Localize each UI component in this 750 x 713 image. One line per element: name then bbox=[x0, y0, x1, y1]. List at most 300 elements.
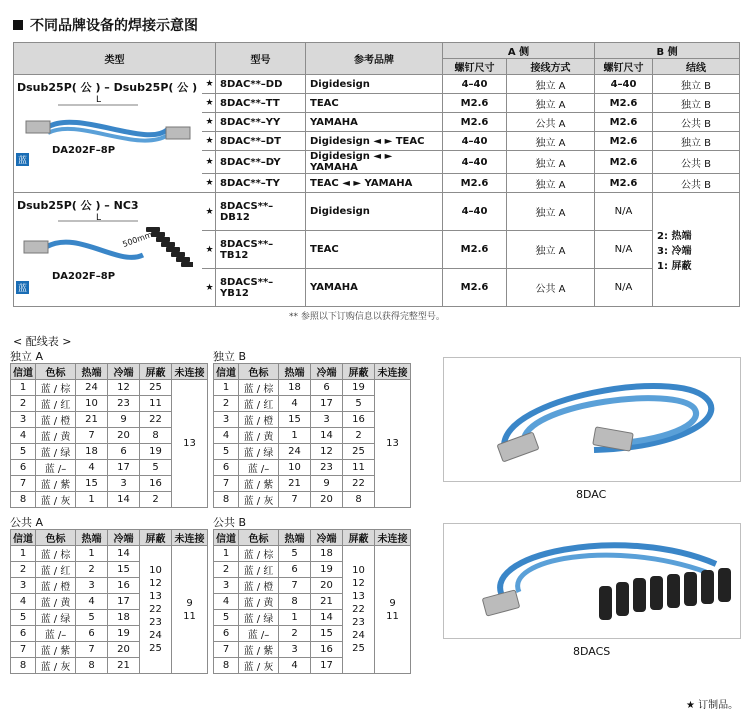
wiring-cell: 6 bbox=[279, 562, 311, 578]
wiring-cell: 8 bbox=[76, 658, 108, 674]
wiring-cell: 2 bbox=[343, 428, 375, 444]
table-row bbox=[11, 546, 208, 562]
wiring-cell: 5 bbox=[214, 610, 239, 626]
screw-b-cell: N/A bbox=[595, 269, 653, 307]
wiring-cell: 8 bbox=[214, 492, 239, 508]
wiring-cell: 2 bbox=[279, 626, 311, 642]
caption-8dac: 8DAC bbox=[576, 488, 607, 501]
wiring-cell: 蓝 / 紫 bbox=[239, 476, 279, 492]
wiring-cell: 12 bbox=[108, 380, 140, 396]
wiring-cell: 蓝 / 红 bbox=[36, 562, 76, 578]
common-a-label: 公共 A bbox=[10, 516, 44, 529]
wiring-cell: 蓝 / 灰 bbox=[239, 492, 279, 508]
wiring-cell: 4 bbox=[214, 428, 239, 444]
wiring-cell: 15 bbox=[108, 562, 140, 578]
brand-cell: TEAC bbox=[306, 231, 443, 269]
nc-pin: 11 bbox=[386, 610, 399, 622]
custom-star-icon: ★ bbox=[202, 269, 216, 307]
model-cell: 8DAC**–TY bbox=[216, 174, 306, 193]
header-lines: 结线 bbox=[653, 59, 740, 75]
wiring-header: 未连接 bbox=[375, 364, 411, 380]
wiring-cell: 4 bbox=[76, 594, 108, 610]
wiring-cell: 蓝 / 绿 bbox=[239, 444, 279, 460]
wiring-cell: 20 bbox=[311, 578, 343, 594]
lines-cell: 独立 B bbox=[653, 75, 740, 94]
nc-cell bbox=[172, 380, 208, 508]
wiring-table-indep-b bbox=[213, 363, 411, 508]
wiring-cell: 15 bbox=[279, 412, 311, 428]
shield-pin: 13 bbox=[352, 591, 365, 602]
wiring-cell: 1 bbox=[279, 610, 311, 626]
wiring-header: 屏蔽 bbox=[343, 530, 375, 546]
wiring-cell: 6 bbox=[311, 380, 343, 396]
wiring-cell: 蓝 /– bbox=[239, 460, 279, 476]
wiring-cell: 17 bbox=[108, 594, 140, 610]
wiring-cell: 8 bbox=[214, 658, 239, 674]
nc-cell bbox=[375, 546, 411, 674]
wiring-cell: 9 bbox=[108, 412, 140, 428]
brand-cell: Digidesign bbox=[306, 193, 443, 231]
wiring-cell: 14 bbox=[108, 492, 140, 508]
wiring-cell: 10 bbox=[279, 460, 311, 476]
wiring-header: 屏蔽 bbox=[343, 364, 375, 380]
wiring-table-common-a bbox=[10, 529, 208, 674]
wiring-cell: 11 bbox=[140, 396, 172, 412]
group2-color-tag: 蓝 bbox=[16, 281, 29, 294]
header-screw-b: 螺钉尺寸 bbox=[595, 59, 653, 75]
wiring-cell: 蓝 / 灰 bbox=[36, 492, 76, 508]
wiring-cell: 6 bbox=[76, 626, 108, 642]
shield-pin: 10 bbox=[149, 565, 162, 576]
wiring-cell: 1 bbox=[76, 546, 108, 562]
shield-pin: 23 bbox=[352, 617, 365, 628]
wiring-cell: 1 bbox=[214, 546, 239, 562]
header-model: 型号 bbox=[216, 43, 306, 75]
screw-a-cell: M2.6 bbox=[443, 94, 507, 113]
wiring-cell: 蓝 / 橙 bbox=[239, 412, 279, 428]
wiring-cell: 蓝 / 红 bbox=[36, 396, 76, 412]
wiring-cell: 蓝 / 黄 bbox=[239, 594, 279, 610]
wiring-cell: 独立 A bbox=[507, 174, 595, 193]
brand-cell: YAMAHA bbox=[306, 269, 443, 307]
lines-item: 3: 冷端 bbox=[657, 246, 692, 257]
wiring-cell: 17 bbox=[311, 658, 343, 674]
wiring-cell: 6 bbox=[11, 626, 36, 642]
wiring-header-row bbox=[214, 364, 411, 380]
cable-dsub-nc3-icon bbox=[18, 217, 193, 277]
wiring-cell: 7 bbox=[279, 578, 311, 594]
wiring-cell: 7 bbox=[214, 642, 239, 658]
wiring-header: 信道 bbox=[214, 364, 239, 380]
wiring-cell: 11 bbox=[343, 460, 375, 476]
wiring-header: 信道 bbox=[11, 530, 36, 546]
wiring-header: 色标 bbox=[36, 364, 76, 380]
wiring-cell: 10 bbox=[76, 396, 108, 412]
wiring-header: 未连接 bbox=[172, 364, 208, 380]
screw-a-cell: M2.6 bbox=[443, 269, 507, 307]
model-cell: 8DAC**–TT bbox=[216, 94, 306, 113]
group2-dim-500: 500mm bbox=[121, 229, 154, 250]
wiring-cell: 5 bbox=[214, 444, 239, 460]
wiring-cell: 独立 A bbox=[507, 193, 595, 231]
model-cell: 8DACS**–DB12 bbox=[216, 193, 306, 231]
screw-a-cell: 4–40 bbox=[443, 193, 507, 231]
custom-star-icon: ★ bbox=[202, 94, 216, 113]
wiring-header: 冷端 bbox=[311, 530, 343, 546]
custom-star-icon: ★ bbox=[202, 132, 216, 151]
nc-pin: 9 bbox=[389, 597, 396, 609]
wiring-header: 冷端 bbox=[311, 364, 343, 380]
wiring-cell: 3 bbox=[311, 412, 343, 428]
wiring-header: 屏蔽 bbox=[140, 364, 172, 380]
wiring-cell: 2 bbox=[11, 396, 36, 412]
wiring-cell: 7 bbox=[76, 642, 108, 658]
wiring-cell: 21 bbox=[279, 476, 311, 492]
indep-b-label: 独立 B bbox=[213, 350, 247, 363]
nc-cell bbox=[172, 546, 208, 674]
shield-pin: 23 bbox=[149, 617, 162, 628]
group2-cable-name: DA202F–8P bbox=[52, 271, 116, 282]
wiring-cell: 3 bbox=[279, 642, 311, 658]
wiring-cell: 15 bbox=[76, 476, 108, 492]
wiring-header-row bbox=[11, 364, 208, 380]
wiring-cell: 8 bbox=[343, 492, 375, 508]
wiring-cell: 7 bbox=[11, 476, 36, 492]
wiring-cell: 3 bbox=[214, 412, 239, 428]
wiring-cell: 6 bbox=[214, 626, 239, 642]
wiring-cell: 12 bbox=[311, 444, 343, 460]
screw-a-cell: M2.6 bbox=[443, 113, 507, 132]
wiring-cell: 24 bbox=[76, 380, 108, 396]
wiring-cell: 18 bbox=[311, 546, 343, 562]
wiring-header: 冷端 bbox=[108, 530, 140, 546]
group1-dim-l: L bbox=[96, 95, 102, 105]
wiring-cell: 20 bbox=[108, 428, 140, 444]
wiring-cell: 3 bbox=[214, 578, 239, 594]
wiring-cell: 16 bbox=[108, 578, 140, 594]
custom-star-icon: ★ bbox=[202, 231, 216, 269]
wiring-cell: 17 bbox=[311, 396, 343, 412]
wiring-cell: 蓝 / 紫 bbox=[36, 476, 76, 492]
wiring-cell: 2 bbox=[11, 562, 36, 578]
wiring-cell: 14 bbox=[311, 428, 343, 444]
brand-cell: Digidesign ◄ ► YAMAHA bbox=[306, 151, 443, 174]
wiring-cell: 独立 A bbox=[507, 151, 595, 174]
wiring-cell: 1 bbox=[214, 380, 239, 396]
wiring-cell: 17 bbox=[108, 460, 140, 476]
wiring-cell: 8 bbox=[11, 492, 36, 508]
brand-cell: TEAC bbox=[306, 94, 443, 113]
screw-a-cell: 4–40 bbox=[443, 132, 507, 151]
wiring-cell: 蓝 / 红 bbox=[239, 562, 279, 578]
wiring-cell: 蓝 / 橙 bbox=[239, 578, 279, 594]
wiring-cell: 20 bbox=[311, 492, 343, 508]
wiring-cell: 7 bbox=[214, 476, 239, 492]
group1-cable-name: DA202F–8P bbox=[52, 145, 116, 156]
header-type: 类型 bbox=[14, 43, 216, 75]
wiring-header: 未连接 bbox=[172, 530, 208, 546]
wiring-cell: 蓝 / 紫 bbox=[36, 642, 76, 658]
wiring-cell: 23 bbox=[108, 396, 140, 412]
wiring-header: 热端 bbox=[279, 364, 311, 380]
wiring-cell: 18 bbox=[279, 380, 311, 396]
wiring-cell: 6 bbox=[108, 444, 140, 460]
screw-b-cell: M2.6 bbox=[595, 94, 653, 113]
lines-cell: 独立 B bbox=[653, 132, 740, 151]
shield-pin: 10 bbox=[352, 565, 365, 576]
wiring-cell: 1 bbox=[11, 380, 36, 396]
wiring-cell: 2 bbox=[214, 562, 239, 578]
wiring-cell: 9 bbox=[311, 476, 343, 492]
wiring-cell: 19 bbox=[343, 380, 375, 396]
screw-b-cell: N/A bbox=[595, 231, 653, 269]
wiring-cell: 4 bbox=[279, 658, 311, 674]
main-row bbox=[14, 75, 740, 94]
wiring-cell: 独立 A bbox=[507, 94, 595, 113]
wiring-cell: 蓝 / 灰 bbox=[36, 658, 76, 674]
model-cell: 8DAC**–YY bbox=[216, 113, 306, 132]
wiring-cell: 7 bbox=[76, 428, 108, 444]
wiring-header: 热端 bbox=[76, 530, 108, 546]
wiring-cell: 5 bbox=[343, 396, 375, 412]
shield-cell bbox=[140, 546, 172, 674]
wiring-cell: 蓝 / 棕 bbox=[36, 380, 76, 396]
order-note: ** 参照以下订购信息以获得完整型号。 bbox=[289, 312, 445, 322]
wiring-header: 色标 bbox=[239, 530, 279, 546]
brand-cell: Digidesign bbox=[306, 75, 443, 94]
shield-pin: 22 bbox=[352, 604, 365, 615]
wiring-cell: 22 bbox=[343, 476, 375, 492]
model-cell: 8DAC**–DD bbox=[216, 75, 306, 94]
shield-cell bbox=[343, 546, 375, 674]
wiring-cell: 2 bbox=[140, 492, 172, 508]
wiring-cell: 5 bbox=[140, 460, 172, 476]
wiring-header: 屏蔽 bbox=[140, 530, 172, 546]
lines-cell: 公共 B bbox=[653, 151, 740, 174]
wiring-cell: 16 bbox=[140, 476, 172, 492]
wiring-cell: 蓝 / 黄 bbox=[239, 428, 279, 444]
wiring-table-indep-a bbox=[10, 363, 208, 508]
wiring-cell: 8 bbox=[279, 594, 311, 610]
shield-pin: 24 bbox=[149, 630, 162, 641]
wiring-cell: 23 bbox=[311, 460, 343, 476]
footnote: ★ 订制品。 bbox=[686, 700, 739, 711]
wiring-header: 热端 bbox=[76, 364, 108, 380]
wiring-cell: 16 bbox=[311, 642, 343, 658]
wiring-header: 热端 bbox=[279, 530, 311, 546]
cable-8dacs-illustration bbox=[444, 524, 740, 638]
wiring-cell: 独立 A bbox=[507, 231, 595, 269]
wiring-cell: 蓝 / 黄 bbox=[36, 594, 76, 610]
screw-b-cell: M2.6 bbox=[595, 174, 653, 193]
wiring-cell: 21 bbox=[76, 412, 108, 428]
model-cell: 8DAC**–DY bbox=[216, 151, 306, 174]
wiring-cell: 3 bbox=[11, 578, 36, 594]
header-side-a: A 侧 bbox=[443, 43, 595, 59]
wiring-cell: 19 bbox=[108, 626, 140, 642]
wiring-cell: 3 bbox=[108, 476, 140, 492]
custom-star-icon: ★ bbox=[202, 151, 216, 174]
wiring-cell: 25 bbox=[140, 380, 172, 396]
wiring-cell: 3 bbox=[11, 412, 36, 428]
wiring-cell: 蓝 / 黄 bbox=[36, 428, 76, 444]
group2-lines-cell bbox=[653, 193, 740, 307]
lines-cell: 公共 B bbox=[653, 113, 740, 132]
header-brand: 参考品牌 bbox=[306, 43, 443, 75]
shield-pin: 25 bbox=[352, 643, 365, 654]
wiring-cell: 8 bbox=[140, 428, 172, 444]
photo-8dac bbox=[443, 357, 741, 482]
wiring-cell: 蓝 / 棕 bbox=[239, 546, 279, 562]
wiring-cell: 16 bbox=[343, 412, 375, 428]
header-screw-a: 螺钉尺寸 bbox=[443, 59, 507, 75]
group2-dim-l: L bbox=[96, 213, 102, 223]
nc-pin: 11 bbox=[183, 610, 196, 622]
wiring-cell: 蓝 / 红 bbox=[239, 396, 279, 412]
wiring-cell: 4 bbox=[279, 396, 311, 412]
wiring-cell: 独立 A bbox=[507, 132, 595, 151]
wiring-diagram-table bbox=[13, 42, 740, 307]
wiring-cell: 4 bbox=[76, 460, 108, 476]
wiring-header: 未连接 bbox=[375, 530, 411, 546]
wiring-cell: 蓝 / 棕 bbox=[36, 546, 76, 562]
wiring-header: 色标 bbox=[36, 530, 76, 546]
wiring-cell: 2 bbox=[214, 396, 239, 412]
wiring-header: 色标 bbox=[239, 364, 279, 380]
shield-pin: 12 bbox=[352, 578, 365, 589]
wiring-cell: 21 bbox=[108, 658, 140, 674]
screw-b-cell: N/A bbox=[595, 193, 653, 231]
cable-8dac-illustration bbox=[444, 358, 740, 481]
common-b-label: 公共 B bbox=[213, 516, 247, 529]
nc-pin: 9 bbox=[186, 597, 193, 609]
model-cell: 8DACS**–YB12 bbox=[216, 269, 306, 307]
wiring-cell: 蓝 /– bbox=[36, 626, 76, 642]
wiring-header-row bbox=[11, 530, 208, 546]
wiring-cell: 蓝 / 棕 bbox=[239, 380, 279, 396]
custom-star-icon: ★ bbox=[202, 75, 216, 94]
wiring-header-row bbox=[214, 530, 411, 546]
brand-cell: YAMAHA bbox=[306, 113, 443, 132]
model-cell: 8DACS**–TB12 bbox=[216, 231, 306, 269]
wiring-cell: 蓝 / 绿 bbox=[239, 610, 279, 626]
wiring-cell: 14 bbox=[311, 610, 343, 626]
group1-color-tag: 蓝 bbox=[16, 153, 29, 166]
shield-pin: 13 bbox=[149, 591, 162, 602]
table-row bbox=[11, 380, 208, 396]
wiring-cell: 4 bbox=[214, 594, 239, 610]
custom-star-icon: ★ bbox=[202, 193, 216, 231]
lines-item: 2: 热端 bbox=[657, 231, 692, 242]
screw-a-cell: M2.6 bbox=[443, 174, 507, 193]
shield-pin: 12 bbox=[149, 578, 162, 589]
wiring-cell: 4 bbox=[11, 428, 36, 444]
caption-8dacs: 8DACS bbox=[573, 645, 611, 658]
group1-title: Dsub25P( 公 ) – Dsub25P( 公 ) bbox=[17, 81, 198, 94]
wiring-cell: 24 bbox=[279, 444, 311, 460]
wiring-header: 冷端 bbox=[108, 364, 140, 380]
wiring-header: 信道 bbox=[214, 530, 239, 546]
screw-b-cell: M2.6 bbox=[595, 151, 653, 174]
shield-pin: 25 bbox=[149, 643, 162, 654]
screw-b-cell: M2.6 bbox=[595, 113, 653, 132]
wiring-cell: 5 bbox=[11, 444, 36, 460]
wiring-cell: 19 bbox=[311, 562, 343, 578]
wiring-cell: 蓝 / 绿 bbox=[36, 444, 76, 460]
wiring-cell: 18 bbox=[76, 444, 108, 460]
shield-pin: 22 bbox=[149, 604, 162, 615]
wiring-cell: 18 bbox=[108, 610, 140, 626]
wiring-cell: 蓝 / 绿 bbox=[36, 610, 76, 626]
page-title: 不同品牌设备的焊接示意图 bbox=[13, 15, 198, 35]
nc-pin: 13 bbox=[183, 438, 196, 449]
wiring-cell: 4 bbox=[11, 594, 36, 610]
lines-item: 1: 屏蔽 bbox=[657, 261, 692, 272]
wiring-cell: 公共 A bbox=[507, 113, 595, 132]
wiring-cell: 7 bbox=[279, 492, 311, 508]
wiring-cell: 8 bbox=[11, 658, 36, 674]
wiring-cell: 公共 A bbox=[507, 269, 595, 307]
wiring-table-common-b bbox=[213, 529, 411, 674]
wiring-cell: 7 bbox=[11, 642, 36, 658]
nc-pin: 13 bbox=[386, 438, 399, 449]
wiring-cell: 6 bbox=[214, 460, 239, 476]
wiring-cell: 3 bbox=[76, 578, 108, 594]
wiring-cell: 22 bbox=[140, 412, 172, 428]
wiring-cell: 6 bbox=[11, 460, 36, 476]
wiring-cell: 20 bbox=[108, 642, 140, 658]
wiring-section-title: < 配线表 > bbox=[13, 335, 72, 348]
wiring-cell: 1 bbox=[76, 492, 108, 508]
wiring-cell: 5 bbox=[279, 546, 311, 562]
wiring-cell: 19 bbox=[140, 444, 172, 460]
screw-b-cell: 4–40 bbox=[595, 75, 653, 94]
screw-a-cell: 4–40 bbox=[443, 75, 507, 94]
brand-cell: Digidesign ◄ ► TEAC bbox=[306, 132, 443, 151]
wiring-cell: 蓝 /– bbox=[239, 626, 279, 642]
lines-cell: 独立 B bbox=[653, 94, 740, 113]
wiring-cell: 21 bbox=[311, 594, 343, 610]
table-row bbox=[214, 380, 411, 396]
custom-star-icon: ★ bbox=[202, 174, 216, 193]
wiring-cell: 5 bbox=[11, 610, 36, 626]
wiring-cell: 蓝 /– bbox=[36, 460, 76, 476]
wiring-cell: 15 bbox=[311, 626, 343, 642]
wiring-cell: 1 bbox=[279, 428, 311, 444]
main-row bbox=[14, 193, 740, 231]
wiring-cell: 独立 A bbox=[507, 75, 595, 94]
wiring-cell: 蓝 / 橙 bbox=[36, 578, 76, 594]
model-cell: 8DAC**–DT bbox=[216, 132, 306, 151]
wiring-cell: 5 bbox=[76, 610, 108, 626]
screw-a-cell: 4–40 bbox=[443, 151, 507, 174]
group1-type-cell bbox=[14, 75, 202, 193]
shield-pin: 24 bbox=[352, 630, 365, 641]
group2-type-cell bbox=[14, 193, 202, 307]
group2-title: Dsub25P( 公 ) – NC3 bbox=[17, 199, 139, 212]
screw-a-cell: M2.6 bbox=[443, 231, 507, 269]
indep-a-label: 独立 A bbox=[10, 350, 44, 363]
brand-cell: TEAC ◄ ► YAMAHA bbox=[306, 174, 443, 193]
header-side-b: B 侧 bbox=[595, 43, 740, 59]
nc-cell bbox=[375, 380, 411, 508]
wiring-header: 信道 bbox=[11, 364, 36, 380]
table-row bbox=[214, 546, 411, 562]
wiring-cell: 25 bbox=[343, 444, 375, 460]
wiring-cell: 1 bbox=[11, 546, 36, 562]
wiring-cell: 2 bbox=[76, 562, 108, 578]
custom-star-icon: ★ bbox=[202, 113, 216, 132]
